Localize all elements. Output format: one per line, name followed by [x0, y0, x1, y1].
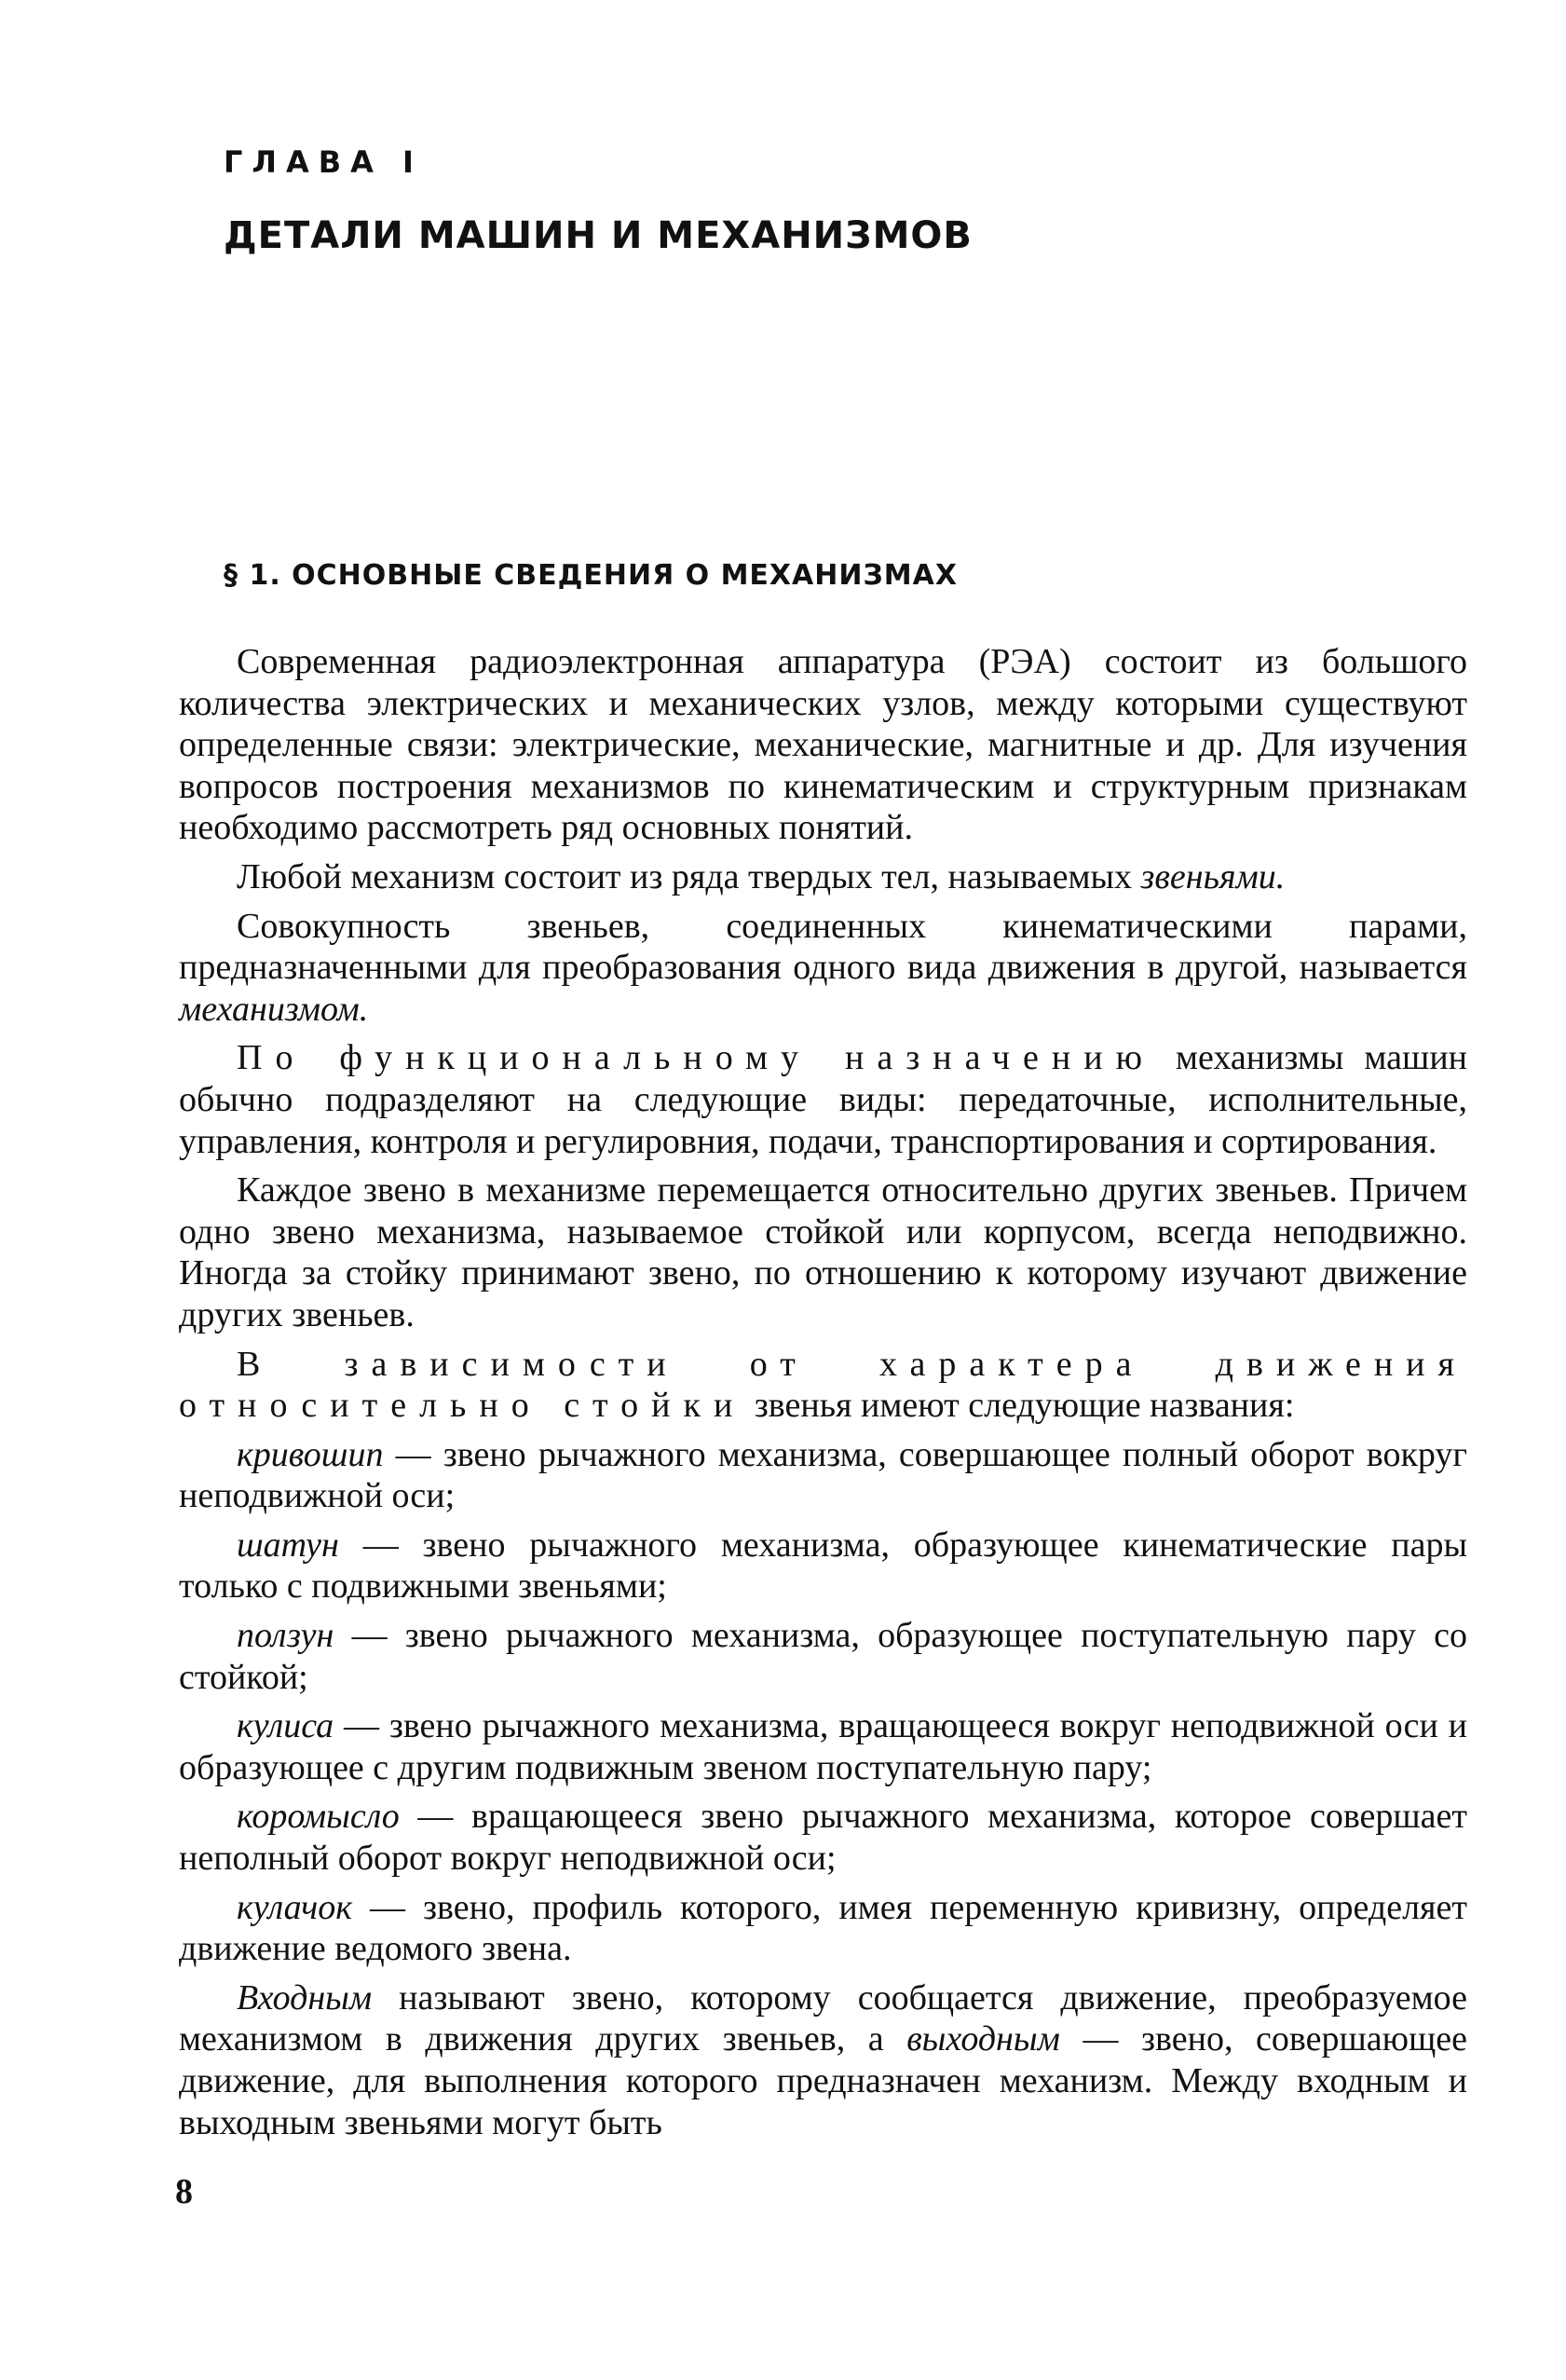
- term-slider: ползун: [237, 1616, 334, 1656]
- term-mechanism: механизмом.: [179, 989, 369, 1029]
- definition-text: — вращающееся звено рычажного механизма, которое совершает неполный оборот вокруг неподвижной оси;: [179, 1797, 1467, 1879]
- definition-connecting-rod: [179, 1525, 1467, 1607]
- paragraph-intro: Современная радиоэлектронная аппаратура (РЭА) состоит из большого количества электрических и механических узлов, между которыми существуют определенные связи: электрические, механические, магнитные и др. Для изучения вопросов построения механизмов по кинематическим и структурным признакам необходимо рассмотреть ряд основных понятий.: [179, 642, 1467, 848]
- paragraph-text: называют звено, которому сообщается движение, преобразуемое механизмом в движения других звеньев, а: [179, 1977, 1467, 2059]
- definition-rocker-slot: [179, 1705, 1467, 1788]
- chapter-title: ДЕТАЛИ МАШИН И МЕХАНИЗМОВ: [224, 214, 973, 257]
- definition-rocker: [179, 1796, 1467, 1879]
- term-cam: кулачок: [237, 1887, 353, 1927]
- term-crank: кривошип: [237, 1434, 384, 1474]
- definition-text: — звено рычажного механизма, вращающееся вокруг неподвижной оси и образующее с другим подвижным звеном поступательную пару;: [179, 1706, 1467, 1787]
- definition-text: — звено рычажного механизма, образующее кинематические пары только с подвижными звеньями;: [179, 1525, 1467, 1607]
- paragraph-rack: Каждое звено в механизме перемещается относительно других звеньев. Причем одно звено механизма, называемое стойкой или корпусом, всегда неподвижно. Иногда за стойку принимают звено, по отношению к которому изучают движение других звеньев.: [179, 1170, 1467, 1334]
- paragraph-text: звенья имеют следующие названия:: [745, 1386, 1295, 1426]
- spaced-emphasis: По функциональному назначению: [237, 1038, 1155, 1078]
- definition-text: — звено рычажного механизма, совершающее полный оборот вокруг неподвижной оси;: [179, 1434, 1467, 1516]
- paragraph-input-output: [179, 1977, 1467, 2143]
- definition-cam: [179, 1887, 1467, 1970]
- paragraph-text: механизмы машин обычно подразделяют на следующие виды: передаточные, исполнительные, управления, контроля и регулировния, подачи, транспортирования и сортирования.: [179, 1038, 1467, 1161]
- definition-slider: [179, 1615, 1467, 1698]
- paragraph-mechanism-definition: [179, 906, 1467, 1031]
- paragraph-motion-types: [179, 1344, 1467, 1427]
- term-output: выходным: [906, 2019, 1060, 2059]
- term-rocker: коромысло: [237, 1797, 400, 1837]
- term-input: Входным: [237, 1977, 373, 2018]
- paragraph-functional-types: [179, 1037, 1467, 1162]
- section-title: § 1. ОСНОВНЫЕ СВЕДЕНИЯ О МЕХАНИЗМАХ: [224, 559, 959, 592]
- paragraph-text: Любой механизм состоит из ряда твердых тел, называемых: [237, 856, 1141, 896]
- body-text: [179, 641, 1467, 2143]
- definition-text: — звено, профиль которого, имея переменную кривизну, определяет движение ведомого звена.: [179, 1887, 1467, 1969]
- paragraph-text: — звено, совершающее движение, для выполнения которого предназначен механизм. Между входным и выходным звеньями могут быть: [179, 2019, 1467, 2142]
- paragraph-text: Совокупность звеньев, соединенных кинематическими парами, предназначенными для преобразования одного вида движения в другой, называется: [179, 906, 1467, 988]
- spaced-emphasis: В зависимости от характера движения относительно стойки: [179, 1344, 1467, 1426]
- definition-text: — звено рычажного механизма, образующее поступательную пару со стойкой;: [179, 1616, 1467, 1697]
- term-slotted-link: кулиса: [237, 1706, 334, 1746]
- paragraph-links: [179, 856, 1467, 898]
- definition-crank: [179, 1434, 1467, 1517]
- chapter-label: ГЛАВА I: [224, 144, 423, 180]
- term-links: звеньями.: [1140, 856, 1286, 896]
- term-connecting-rod: шатун: [237, 1525, 339, 1565]
- page-number: 8: [175, 2172, 193, 2211]
